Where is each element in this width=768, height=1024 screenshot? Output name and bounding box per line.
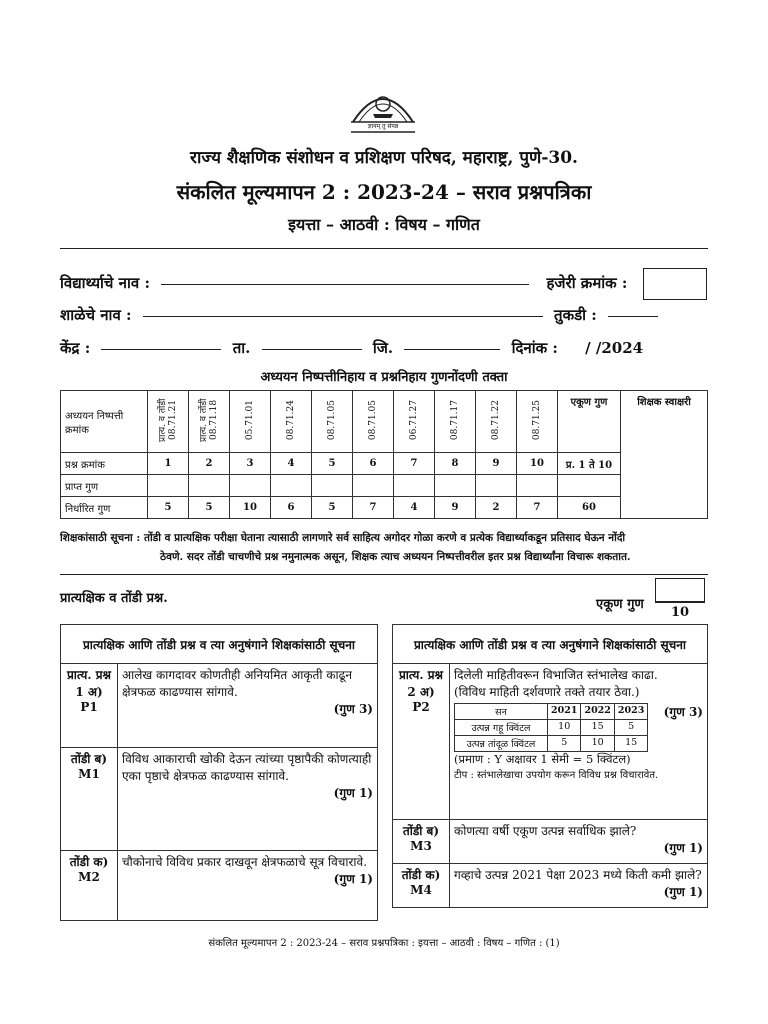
section-total-box[interactable] (655, 578, 705, 602)
mini-header: 2023 (614, 704, 647, 720)
outcome-code-cell (271, 391, 312, 453)
section-total-label: एकूण गुण (596, 597, 644, 612)
date-value: / /2024 (585, 339, 644, 357)
max-total: 60 (558, 497, 621, 519)
obtained-cell[interactable] (312, 475, 353, 497)
student-name-label: विद्यार्थ्याचे नाव : (60, 274, 150, 292)
question-marks: (गुण 1) (663, 841, 703, 855)
mini-cell: 10 (581, 736, 614, 752)
question-body (450, 820, 708, 864)
scert-logo (347, 82, 419, 134)
data-table-wrap (454, 703, 703, 752)
signature-header: शिक्षक स्वाक्षरी (621, 391, 708, 519)
class-subject: इयत्ता – आठवी : विषय – गणित (288, 215, 480, 234)
mini-header: 2022 (581, 704, 614, 720)
obtained-cell[interactable] (435, 475, 476, 497)
division-label: तुकडी : (554, 306, 597, 324)
question-number: 5 (312, 453, 353, 475)
outcome-code: 06.71.27 (409, 399, 419, 441)
production-data-table (454, 703, 648, 752)
section-divider (60, 574, 708, 575)
outcome-code: 08.71.05 (368, 399, 378, 441)
question-row (393, 820, 708, 864)
question-label: तोंडी ब) M1 (61, 748, 118, 851)
question-body (450, 864, 708, 908)
exam-title: संकलित मूल्यमापन 2 : 2023-24 – सराव प्रश्नपत्रिका (176, 180, 592, 204)
total-header: एकूण गुण (558, 391, 621, 453)
obtained-cell[interactable] (189, 475, 230, 497)
outcome-header: अध्ययन निष्पत्ती क्रमांक (61, 391, 148, 453)
max-marks-label: निर्धारित गुण (61, 497, 148, 519)
question-number: 4 (271, 453, 312, 475)
mini-cell: 5 (548, 736, 581, 752)
outcome-code: प्रात्य. व तोंडी 08.71.18 (199, 398, 219, 442)
question-number-label: प्रश्न क्रमांक (61, 453, 148, 475)
section-total-value: 10 (670, 605, 690, 620)
outcome-code-cell (394, 391, 435, 453)
header-divider (60, 248, 708, 249)
center-field[interactable] (101, 349, 221, 350)
question-text: कोणत्या वर्षी एकूण उत्पन्न सर्वाधिक झाले? (454, 824, 637, 838)
question-row (393, 864, 708, 908)
obtained-cell[interactable] (517, 475, 558, 497)
outcome-code-cell (148, 391, 189, 453)
tip-note: टीप : स्तंभालेखाचा उपयोग करून विविध प्रश्न विचारावेत. (454, 770, 659, 781)
scale-note: (प्रमाण : Y अक्षावर 1 सेमी = 5 क्विंटल) (454, 752, 631, 766)
teacher-instructions-line: शिक्षकांसाठी सूचना : तोंडी व प्रात्यक्षिक परीक्षा घेताना त्यासाठी लागणारे सर्व साहित्य अगोदर गोळा करणे व प्रत्येक विद्यार्थ्याकडून प्रतिसाद घेऊन नोंदी (60, 532, 626, 544)
right-question-box (392, 624, 708, 908)
obtained-cell[interactable] (271, 475, 312, 497)
mini-row (455, 736, 648, 752)
question-number: 9 (476, 453, 517, 475)
obtained-cell[interactable] (148, 475, 189, 497)
mini-header: 2021 (548, 704, 581, 720)
outcome-code: 05.71.01 (245, 399, 255, 441)
outcome-code-cell (230, 391, 271, 453)
mini-header-row (455, 704, 648, 720)
question-label: तोंडी क) M2 (61, 851, 118, 921)
question-text: चौकोनाचे विविध प्रकार दाखवून क्षेत्रफळाचे सूत्र विचारावे. (122, 855, 368, 869)
right-box-header: प्रात्यक्षिक आणि तोंडी प्रश्न व त्या अनुषंगाने शिक्षकांसाठी सूचना (393, 625, 708, 664)
max-mark: 4 (394, 497, 435, 519)
teacher-instructions-line: ठेवणे. सदर तोंडी चाचणीचे प्रश्न नमुनात्मक असून, शिक्षक त्याच अध्ययन निष्पत्तीवरील इतर प्रश्न विद्यार्थ्यांना विचारू शकतात. (160, 551, 631, 563)
mini-row (455, 720, 648, 736)
section-title: प्रात्यक्षिक व तोंडी प्रश्न. (60, 591, 168, 606)
mini-cell: 15 (581, 720, 614, 736)
question-marks: (गुण 1) (663, 885, 703, 899)
outcome-code: 08.71.24 (286, 399, 296, 441)
question-text: (विविध माहिती दर्शवणारे तक्ते तयार ठेवा.) (454, 685, 640, 699)
mini-header: सन (455, 704, 548, 720)
question-text: आलेख कागदावर कोणतीही अनियमित आकृती काढून क्षेत्रफळ काढण्यास सांगावे. (122, 668, 353, 699)
school-name-row (60, 305, 664, 325)
max-mark: 2 (476, 497, 517, 519)
question-body (118, 851, 378, 921)
division-field[interactable] (608, 316, 658, 317)
max-mark: 5 (189, 497, 230, 519)
taluka-field[interactable] (262, 349, 362, 350)
question-marks: (गुण 3) (333, 702, 373, 716)
obtained-cell[interactable] (230, 475, 271, 497)
district-field[interactable] (404, 349, 500, 350)
question-row (61, 664, 378, 748)
obtained-marks-label: प्राप्त गुण (61, 475, 148, 497)
max-mark: 7 (517, 497, 558, 519)
max-mark: 7 (353, 497, 394, 519)
question-label: तोंडी क) M4 (393, 864, 450, 908)
max-mark: 9 (435, 497, 476, 519)
question-marks: (गुण 3) (663, 705, 703, 719)
outcome-code-cell (476, 391, 517, 453)
mini-cell: 5 (614, 720, 647, 736)
fraction-line (655, 602, 705, 603)
district-label: जि. (372, 339, 394, 357)
date-label: दिनांक : (511, 339, 558, 357)
question-text: दिलेली माहितीवरून विभाजित स्तंभालेख काढा. (454, 668, 658, 682)
question-text: गव्हाचे उत्पन्न 2021 पेक्षा 2023 मध्ये किती कमी झाले? (454, 868, 702, 882)
institution-name: राज्य शैक्षणिक संशोधन व प्रशिक्षण परिषद, महाराष्ट्र, पुणे-30. (190, 148, 578, 168)
max-mark: 10 (230, 497, 271, 519)
outcome-code: प्रात्य. व तोंडी 08.71.21 (158, 398, 178, 442)
question-number: 2 (189, 453, 230, 475)
outcome-code: 08.71.05 (327, 399, 337, 441)
obtained-cell[interactable] (476, 475, 517, 497)
question-label: प्रात्य. प्रश्न 1 अ) P1 (61, 664, 118, 748)
max-mark: 6 (271, 497, 312, 519)
question-number: 1 (148, 453, 189, 475)
question-body (118, 664, 378, 748)
question-row (61, 851, 378, 921)
question-label: तोंडी ब) M3 (393, 820, 450, 864)
question-number: 6 (353, 453, 394, 475)
mini-cell: उत्पन्न गहू क्विंटल (455, 720, 548, 736)
left-box-header: प्रात्यक्षिक आणि तोंडी प्रश्न व त्या अनुषंगाने शिक्षकांसाठी सूचना (61, 625, 378, 664)
outcome-code: 08.71.17 (450, 399, 460, 441)
question-body (450, 664, 708, 820)
question-number: 10 (517, 453, 558, 475)
question-marks: (गुण 1) (333, 786, 373, 800)
marks-table-title: अध्ययन निष्पत्तीनिहाय व प्रश्ननिहाय गुणनोंदणी तक्ता (260, 370, 508, 385)
mini-cell: 15 (614, 736, 647, 752)
mini-cell: 10 (548, 720, 581, 736)
outcome-code: 08.71.22 (491, 399, 501, 441)
obtained-marks-row (61, 475, 708, 497)
max-mark: 5 (148, 497, 189, 519)
max-marks-row (61, 497, 708, 519)
center-label: केंद्र : (60, 339, 91, 357)
center-row (60, 338, 643, 358)
obtained-cell[interactable] (353, 475, 394, 497)
student-name-row (60, 273, 627, 293)
question-number: 8 (435, 453, 476, 475)
question-range: प्र. 1 ते 10 (558, 453, 621, 475)
outcome-code-cell (353, 391, 394, 453)
marks-header-row (61, 391, 708, 453)
outcome-code-cell (312, 391, 353, 453)
max-mark: 5 (312, 497, 353, 519)
roll-number-label: हजेरी क्रमांक : (546, 274, 628, 292)
left-question-box (60, 624, 378, 921)
question-text: विविध आकाराची खोकी देऊन त्यांच्या पृष्ठापैकी कोणत्याही एका पृष्ठाचे क्षेत्रफळ काढण्यास सांगावे. (122, 752, 372, 783)
mini-cell: उत्पन्न तांदूळ क्विंटल (455, 736, 548, 752)
school-name-field[interactable] (143, 316, 543, 317)
marks-table (60, 390, 708, 519)
question-row (61, 748, 378, 851)
question-body (118, 748, 378, 851)
school-name-label: शाळेचे नाव : (60, 306, 132, 324)
student-name-field[interactable] (161, 284, 529, 285)
question-marks: (गुण 1) (333, 872, 373, 886)
taluka-label: ता. (232, 339, 251, 357)
outcome-code: 08.71.25 (532, 399, 542, 441)
outcome-code-cell (435, 391, 476, 453)
teacher-instructions (60, 529, 708, 567)
question-number: 3 (230, 453, 271, 475)
obtained-total-cell[interactable] (558, 475, 621, 497)
roll-number-box[interactable] (643, 268, 707, 300)
question-number: 7 (394, 453, 435, 475)
question-row (393, 664, 708, 820)
question-label: प्रात्य. प्रश्न 2 अ) P2 (393, 664, 450, 820)
obtained-cell[interactable] (394, 475, 435, 497)
outcome-code-cell (517, 391, 558, 453)
question-number-row (61, 453, 708, 475)
outcome-code-cell (189, 391, 230, 453)
page-footer: संकलित मूल्यमापन 2 : 2023-24 – सराव प्रश्नपत्रिका : इयत्ता – आठवी : विषय – गणित : (1) (208, 938, 560, 949)
logo-motto: ज्ञानम् तु संपन्न (367, 123, 399, 130)
